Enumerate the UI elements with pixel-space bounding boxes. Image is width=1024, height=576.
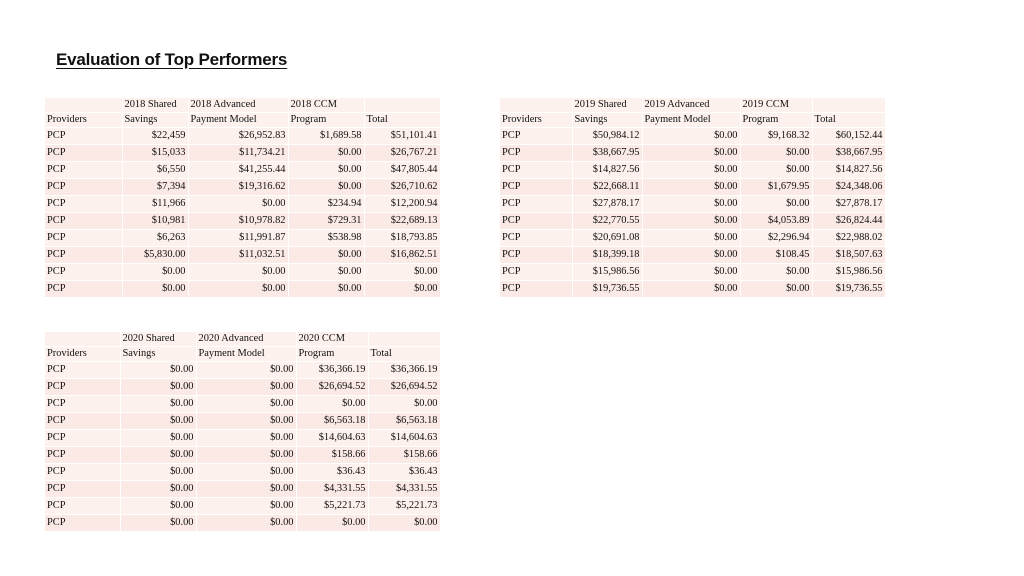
column-header: Total (368, 347, 440, 362)
provider-cell: PCP (500, 247, 572, 264)
value-cell: $18,399.18 (572, 247, 642, 264)
table-row (45, 213, 440, 230)
value-cell: $60,152.44 (812, 128, 885, 145)
value-cell: $22,689.13 (364, 213, 440, 230)
value-cell: $0.00 (288, 264, 364, 281)
provider-cell: PCP (500, 162, 572, 179)
value-cell: $14,604.63 (296, 430, 368, 447)
column-header: Program (740, 113, 812, 128)
value-cell: $0.00 (642, 196, 740, 213)
column-header: 2020 Advanced (196, 332, 296, 347)
value-cell: $0.00 (196, 379, 296, 396)
provider-cell: PCP (45, 498, 120, 515)
value-cell: $5,221.73 (296, 498, 368, 515)
provider-cell: PCP (45, 481, 120, 498)
column-header: Providers (45, 347, 120, 362)
header-row (45, 347, 440, 362)
column-header: 2018 Shared (122, 98, 188, 113)
value-cell: $22,770.55 (572, 213, 642, 230)
header-row (500, 113, 885, 128)
table-row (500, 128, 885, 145)
provider-cell: PCP (45, 413, 120, 430)
value-cell: $0.00 (364, 264, 440, 281)
value-cell: $0.00 (188, 264, 288, 281)
value-cell: $4,331.55 (368, 481, 440, 498)
value-cell: $38,667.95 (572, 145, 642, 162)
table-row (45, 264, 440, 281)
provider-cell: PCP (500, 196, 572, 213)
value-cell: $22,988.02 (812, 230, 885, 247)
table-row (500, 196, 885, 213)
value-cell: $14,827.56 (572, 162, 642, 179)
value-cell: $0.00 (188, 281, 288, 298)
value-cell: $0.00 (120, 396, 196, 413)
value-cell: $26,710.62 (364, 179, 440, 196)
value-cell: $19,316.62 (188, 179, 288, 196)
provider-cell: PCP (45, 162, 122, 179)
value-cell: $0.00 (120, 464, 196, 481)
table-row (45, 379, 440, 396)
provider-cell: PCP (45, 281, 122, 298)
value-cell: $36,366.19 (368, 362, 440, 379)
value-cell: $0.00 (740, 196, 812, 213)
column-header (364, 98, 440, 113)
value-cell: $0.00 (288, 179, 364, 196)
value-cell: $1,689.58 (288, 128, 364, 145)
value-cell: $0.00 (120, 481, 196, 498)
value-cell: $27,878.17 (812, 196, 885, 213)
value-cell: $0.00 (740, 264, 812, 281)
value-cell: $538.98 (288, 230, 364, 247)
value-cell: $11,966 (122, 196, 188, 213)
table-row (45, 447, 440, 464)
column-header: Payment Model (188, 113, 288, 128)
value-cell: $41,255.44 (188, 162, 288, 179)
table-row (45, 362, 440, 379)
value-cell: $0.00 (188, 196, 288, 213)
value-cell: $0.00 (642, 247, 740, 264)
value-cell: $15,033 (122, 145, 188, 162)
column-header (45, 332, 120, 347)
header-row (45, 113, 440, 128)
value-cell: $0.00 (120, 413, 196, 430)
value-cell: $0.00 (120, 379, 196, 396)
table-row (45, 281, 440, 298)
value-cell: $26,767.21 (364, 145, 440, 162)
column-header (812, 98, 885, 113)
table-row (500, 179, 885, 196)
value-cell: $5,830.00 (122, 247, 188, 264)
value-cell: $9,168.32 (740, 128, 812, 145)
value-cell: $38,667.95 (812, 145, 885, 162)
value-cell: $0.00 (122, 281, 188, 298)
provider-cell: PCP (500, 281, 572, 298)
provider-cell: PCP (45, 362, 120, 379)
value-cell: $26,824.44 (812, 213, 885, 230)
value-cell: $4,053.89 (740, 213, 812, 230)
value-cell: $0.00 (120, 362, 196, 379)
column-header: Providers (500, 113, 572, 128)
column-header (45, 98, 122, 113)
value-cell: $11,734.21 (188, 145, 288, 162)
header-row (45, 98, 440, 113)
value-cell: $158.66 (296, 447, 368, 464)
value-cell: $0.00 (122, 264, 188, 281)
provider-cell: PCP (45, 515, 120, 532)
table-row (500, 162, 885, 179)
value-cell: $24,348.06 (812, 179, 885, 196)
table-row (45, 396, 440, 413)
value-cell: $19,736.55 (812, 281, 885, 298)
value-cell: $108.45 (740, 247, 812, 264)
provider-cell: PCP (45, 145, 122, 162)
provider-cell: PCP (45, 379, 120, 396)
value-cell: $0.00 (120, 498, 196, 515)
provider-cell: PCP (45, 447, 120, 464)
value-cell: $19,736.55 (572, 281, 642, 298)
table-2019 (500, 98, 886, 298)
value-cell: $0.00 (642, 179, 740, 196)
value-cell: $15,986.56 (812, 264, 885, 281)
value-cell: $36.43 (368, 464, 440, 481)
value-cell: $14,604.63 (368, 430, 440, 447)
value-cell: $0.00 (288, 281, 364, 298)
provider-cell: PCP (45, 128, 122, 145)
provider-cell: PCP (45, 213, 122, 230)
value-cell: $0.00 (296, 515, 368, 532)
column-header: 2018 Advanced (188, 98, 288, 113)
value-cell: $0.00 (364, 281, 440, 298)
value-cell: $18,793.85 (364, 230, 440, 247)
table-row (500, 281, 885, 298)
table-row (45, 413, 440, 430)
column-header: Providers (45, 113, 122, 128)
value-cell: $26,952.83 (188, 128, 288, 145)
provider-cell: PCP (500, 128, 572, 145)
header-row (500, 98, 885, 113)
value-cell: $14,827.56 (812, 162, 885, 179)
column-header: Program (288, 113, 364, 128)
table-row (45, 247, 440, 264)
value-cell: $0.00 (196, 447, 296, 464)
value-cell: $12,200.94 (364, 196, 440, 213)
provider-cell: PCP (45, 230, 122, 247)
table-2020 (45, 332, 441, 532)
table-row (500, 230, 885, 247)
column-header: Payment Model (642, 113, 740, 128)
value-cell: $0.00 (642, 264, 740, 281)
value-cell: $0.00 (740, 162, 812, 179)
value-cell: $10,981 (122, 213, 188, 230)
value-cell: $0.00 (196, 362, 296, 379)
value-cell: $0.00 (196, 481, 296, 498)
value-cell: $6,263 (122, 230, 188, 247)
value-cell: $47,805.44 (364, 162, 440, 179)
column-header: 2019 Advanced (642, 98, 740, 113)
value-cell: $7,394 (122, 179, 188, 196)
value-cell: $6,550 (122, 162, 188, 179)
value-cell: $51,101.41 (364, 128, 440, 145)
column-header: Savings (120, 347, 196, 362)
value-cell: $36.43 (296, 464, 368, 481)
value-cell: $0.00 (288, 162, 364, 179)
provider-cell: PCP (45, 247, 122, 264)
value-cell: $26,694.52 (368, 379, 440, 396)
table-row (45, 481, 440, 498)
table-row (45, 430, 440, 447)
value-cell: $6,563.18 (368, 413, 440, 430)
value-cell: $0.00 (120, 430, 196, 447)
column-header: 2019 CCM (740, 98, 812, 113)
slide-title: Evaluation of Top Performers (56, 50, 288, 69)
provider-cell: PCP (45, 264, 122, 281)
value-cell: $0.00 (740, 281, 812, 298)
value-cell: $0.00 (120, 515, 196, 532)
table-row (500, 145, 885, 162)
table-row (45, 162, 440, 179)
table-row (45, 128, 440, 145)
value-cell: $0.00 (196, 430, 296, 447)
table-row (45, 179, 440, 196)
table-row (45, 464, 440, 481)
column-header: Program (296, 347, 368, 362)
value-cell: $36,366.19 (296, 362, 368, 379)
table-row (45, 196, 440, 213)
provider-cell: PCP (500, 264, 572, 281)
table-row (45, 145, 440, 162)
value-cell: $10,978.82 (188, 213, 288, 230)
value-cell: $0.00 (642, 162, 740, 179)
value-cell: $234.94 (288, 196, 364, 213)
value-cell: $0.00 (196, 396, 296, 413)
value-cell: $0.00 (196, 413, 296, 430)
value-cell: $0.00 (120, 447, 196, 464)
value-cell: $22,668.11 (572, 179, 642, 196)
value-cell: $5,221.73 (368, 498, 440, 515)
table-row (500, 264, 885, 281)
column-header (368, 332, 440, 347)
table-row (45, 230, 440, 247)
value-cell: $4,331.55 (296, 481, 368, 498)
column-header: 2018 CCM (288, 98, 364, 113)
value-cell: $22,459 (122, 128, 188, 145)
value-cell: $2,296.94 (740, 230, 812, 247)
value-cell: $0.00 (296, 396, 368, 413)
value-cell: $15,986.56 (572, 264, 642, 281)
value-cell: $0.00 (642, 281, 740, 298)
value-cell: $0.00 (288, 247, 364, 264)
value-cell: $1,679.95 (740, 179, 812, 196)
column-header: Total (364, 113, 440, 128)
value-cell: $18,507.63 (812, 247, 885, 264)
provider-cell: PCP (500, 179, 572, 196)
column-header: Total (812, 113, 885, 128)
column-header: Payment Model (196, 347, 296, 362)
provider-cell: PCP (500, 213, 572, 230)
value-cell: $0.00 (368, 515, 440, 532)
value-cell: $0.00 (288, 145, 364, 162)
column-header: 2020 CCM (296, 332, 368, 347)
provider-cell: PCP (45, 396, 120, 413)
value-cell: $50,984.12 (572, 128, 642, 145)
provider-cell: PCP (500, 230, 572, 247)
provider-cell: PCP (45, 196, 122, 213)
value-cell: $11,032.51 (188, 247, 288, 264)
value-cell: $0.00 (642, 145, 740, 162)
provider-cell: PCP (45, 179, 122, 196)
provider-cell: PCP (500, 145, 572, 162)
value-cell: $0.00 (642, 128, 740, 145)
column-header: Savings (572, 113, 642, 128)
value-cell: $729.31 (288, 213, 364, 230)
value-cell: $16,862.51 (364, 247, 440, 264)
value-cell: $0.00 (196, 515, 296, 532)
table-row (500, 213, 885, 230)
value-cell: $20,691.08 (572, 230, 642, 247)
value-cell: $158.66 (368, 447, 440, 464)
value-cell: $6,563.18 (296, 413, 368, 430)
value-cell: $0.00 (196, 464, 296, 481)
table-row (45, 515, 440, 532)
column-header: 2020 Shared (120, 332, 196, 347)
column-header: Savings (122, 113, 188, 128)
value-cell: $11,991.87 (188, 230, 288, 247)
value-cell: $27,878.17 (572, 196, 642, 213)
column-header (500, 98, 572, 113)
value-cell: $0.00 (642, 230, 740, 247)
value-cell: $26,694.52 (296, 379, 368, 396)
provider-cell: PCP (45, 464, 120, 481)
header-row (45, 332, 440, 347)
column-header: 2019 Shared (572, 98, 642, 113)
value-cell: $0.00 (642, 213, 740, 230)
value-cell: $0.00 (196, 498, 296, 515)
table-2018 (45, 98, 441, 298)
table-row (45, 498, 440, 515)
provider-cell: PCP (45, 430, 120, 447)
value-cell: $0.00 (368, 396, 440, 413)
value-cell: $0.00 (740, 145, 812, 162)
table-row (500, 247, 885, 264)
